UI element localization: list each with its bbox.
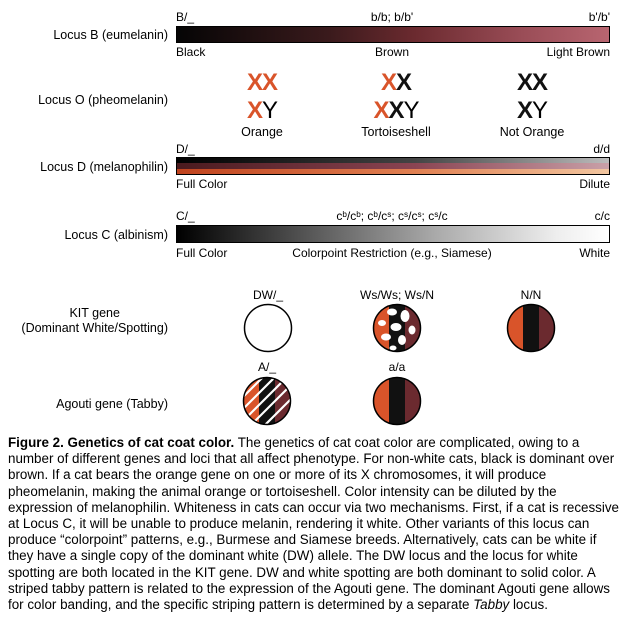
locus-b-label: Locus B (eumelanin): [53, 28, 168, 42]
locus-c-gradient-bar: [176, 225, 610, 243]
not-orange-xy: [517, 98, 547, 124]
kit-label-line1: KIT gene: [69, 306, 120, 320]
tortoiseshell-xx: [381, 70, 411, 96]
kit-white-circle: [243, 303, 293, 353]
solid-black-band: [523, 303, 539, 353]
tortoiseshell-xx-x2: X: [396, 69, 412, 96]
orange-xx: XX: [246, 69, 278, 96]
kit-solid-circle: [506, 303, 556, 353]
kit-label: [21, 306, 168, 336]
locus-b-genotype-left: B/_: [176, 10, 195, 24]
not-orange-xx: XX: [516, 69, 548, 96]
locus-b-pheno-mid: Brown: [374, 45, 410, 59]
kit-label-line2: (Dominant White/Spotting): [21, 321, 168, 335]
not-orange-xy-y: Y: [532, 97, 548, 124]
locus-b-genotype-mid: b/b; b/b': [370, 10, 414, 24]
kit-spotted-circle: [372, 303, 422, 353]
locus-o-label: Locus O (pheomelanin): [38, 93, 168, 107]
orange-xy-y: Y: [262, 97, 278, 124]
locus-c-genotype-mid: cᵇ/cᵇ; cᵇ/cˢ; cˢ/cˢ; cˢ/c: [336, 209, 448, 223]
agouti-solid-circle: [372, 376, 422, 426]
caption-body-2: locus.: [509, 597, 548, 613]
locus-b-gradient-bar: [176, 26, 610, 43]
kit-geno-ws: Ws/Ws; Ws/N: [360, 288, 434, 302]
locus-b-pheno-left: Black: [176, 45, 206, 59]
agouti-geno-a: A/_: [257, 360, 277, 374]
tortoiseshell-xxy-x2: X: [388, 97, 404, 124]
locus-b-pheno-right: Light Brown: [546, 45, 610, 59]
orange-phenotype: Orange: [241, 125, 283, 139]
not-orange-phenotype: Not Orange: [499, 125, 565, 139]
locus-c-genotype-right: c/c: [594, 209, 610, 223]
locus-d-pheno-left: Full Color: [176, 177, 228, 191]
figure-caption: [8, 435, 620, 613]
tortoiseshell-xxy: [373, 98, 418, 124]
caption-title: Figure 2. Genetics of cat coat color.: [8, 435, 235, 450]
locus-d-label: Locus D (melanophilin): [40, 160, 168, 174]
tortoiseshell-phenotype: Tortoiseshell: [361, 125, 431, 139]
locus-c-pheno-right: White: [579, 246, 610, 260]
tortoiseshell-xx-x1: X: [380, 69, 396, 96]
locus-c-pheno-left: Full Color: [176, 246, 228, 260]
orange-xy-x: X: [246, 97, 262, 124]
agouti-label: Agouti gene (Tabby): [56, 397, 168, 411]
nonagouti-black-band: [389, 376, 405, 426]
caption-italic: Tabby: [473, 597, 510, 613]
locus-b-genotype-right: b'/b': [588, 10, 610, 24]
locus-c-pheno-mid: Colorpoint Restriction (e.g., Siamese): [292, 246, 492, 260]
tortoiseshell-xxy-y: Y: [403, 97, 419, 124]
locus-d-gradient-bar: [176, 157, 610, 175]
locus-d-band-orange: [177, 169, 609, 174]
orange-xy: [247, 98, 277, 124]
kit-geno-dw: DW/_: [253, 288, 283, 302]
white-cat-circle: [245, 305, 292, 352]
agouti-geno-aa: a/a: [388, 360, 406, 374]
not-orange-xy-x: X: [516, 97, 532, 124]
locus-d-pheno-right: Dilute: [579, 177, 610, 191]
locus-d-genotype-left: D/_: [176, 142, 195, 156]
kit-geno-nn: N/N: [520, 288, 542, 302]
caption-body-1: The genetics of cat coat color are complicated, owing to a number of different genes and loci that all affect phenotype. For non-white cats, black is dominant over brown. If a cat bears the orange gene on one or more of its X chromosomes, it will produce pheomelanin, making the animal orange or tortoiseshell. Color intensity can be diluted by the expression of melanophilin. Whiteness in cats can occur via two mechanisms. First, if a cat is recessive at Locus C, it will be unable to produce melanin, rendering it white. Other variants of this locus can produce “colorpoint” patterns, e.g., Burmese and Siamese breeds. Alternatively, cats can be white if they have a single copy of the dominant white (DW) allele. The DW locus and the locus for white spotting are both located in the KIT gene. DW and white spotting are both dominant to solid color. A striped tabby pattern is related to the expression of the Agouti gene. The dominant Agouti gene allows for color banding, and the specific striping pattern is determined by a separate: [8, 435, 620, 613]
locus-c-genotype-left: C/_: [176, 209, 195, 223]
agouti-tabby-circle: [242, 376, 292, 426]
locus-d-genotype-right: d/d: [593, 142, 610, 156]
locus-c-label: Locus C (albinism): [64, 228, 168, 242]
tortoiseshell-xxy-x1: X: [373, 97, 389, 124]
